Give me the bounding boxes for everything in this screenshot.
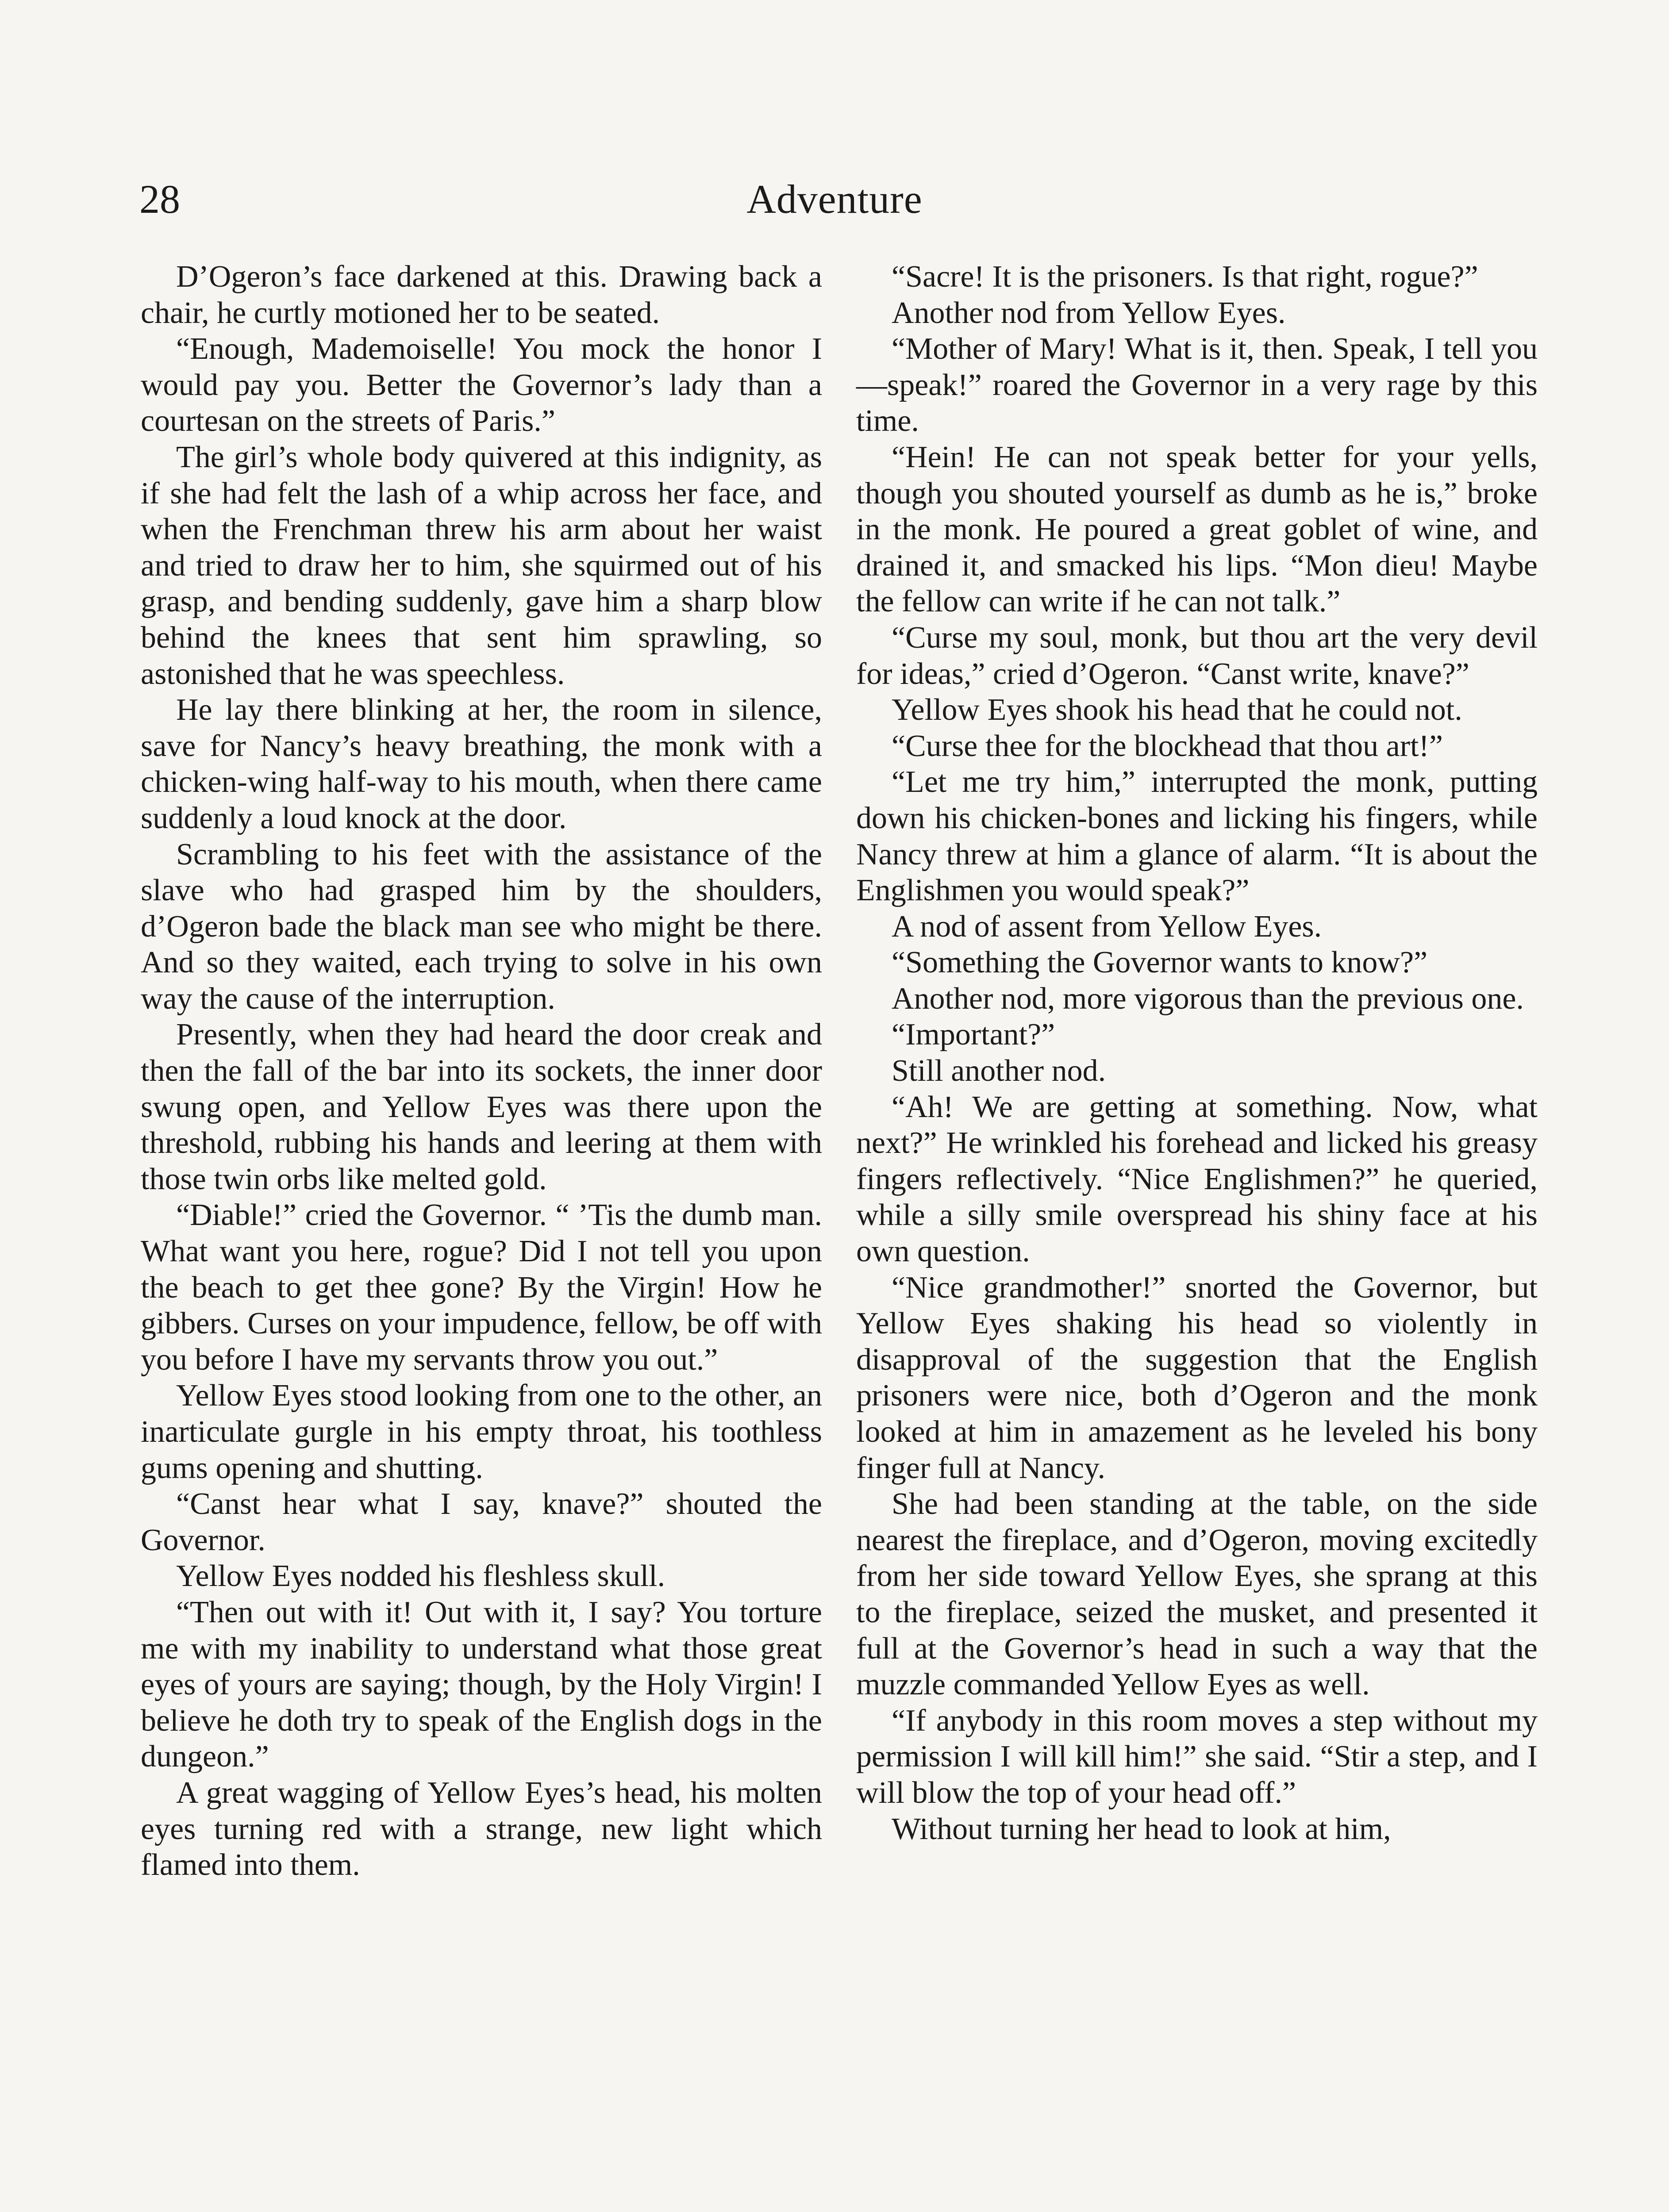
running-title: Adventure	[746, 177, 923, 222]
paragraph: “Canst hear what I say, knave?” shouted the Governor.	[141, 1487, 822, 1557]
paragraph: Another nod from Yellow Eyes.	[892, 296, 1286, 330]
paragraph: Yellow Eyes shook his head that he could not.	[892, 693, 1462, 727]
paragraph: “Sacre! It is the prisoners. Is that right, rogue?”	[892, 260, 1478, 294]
paragraph: “Then out with it! Out with it, I say? You torture me with my inability to understand what those great eyes of yours are saying; though, by the Holy Virgin! I believe he doth try to speak of the English dogs in the dungeon.”	[141, 1595, 822, 1774]
paragraph: Yellow Eyes stood looking from one to the other, an inarticulate gurgle in his empty throat, his toothless gums opening and shutting.	[141, 1379, 822, 1485]
paragraph: The girl’s whole body quivered at this indignity, as if she had felt the lash of a whip across her face, and when the Frenchman threw his arm about her waist and tried to draw her to him, she squirmed out of his grasp, and bending suddenly, gave him a sharp blow behind the knees that sent him sprawling, so astonished that he was speechless.	[141, 440, 822, 691]
paragraph: “Enough, Mademoiselle! You mock the honor I would pay you. Better the Governor’s lady than a courtesan on the streets of Paris.”	[141, 332, 822, 438]
paragraph: “Ah! We are getting at something. Now, what next?” He wrinkled his forehead and licked his greasy fingers reflectively. “Nice Englishmen?” he queried, while a silly smile overspread his shiny face at his own question.	[856, 1090, 1538, 1269]
paragraph: D’Ogeron’s face darkened at this. Drawing back a chair, he curtly motioned her to be seated.	[141, 260, 822, 330]
page-header	[0, 168, 1669, 230]
left-column	[141, 259, 822, 1883]
paragraph: Without turning her head to look at him,	[892, 1812, 1391, 1846]
paragraph: She had been standing at the table, on the side nearest the fireplace, and d’Ogeron, moving excitedly from her side toward Yellow Eyes, she sprang at this to the fireplace, seized the musket, and presented it full at the Governor’s head in such a way that the muzzle commanded Yellow Eyes as well.	[856, 1487, 1538, 1702]
paragraph: “Mother of Mary! What is it, then. Speak, I tell you—speak!” roared the Governor in a very rage by this time.	[856, 332, 1538, 438]
paragraph: A nod of assent from Yellow Eyes.	[892, 909, 1322, 944]
paragraph: “Something the Governor wants to know?”	[892, 945, 1428, 980]
paragraph: “Curse thee for the blockhead that thou art!”	[892, 729, 1443, 763]
paragraph: Another nod, more vigorous than the previous one.	[892, 981, 1524, 1016]
page-number: 28	[139, 177, 180, 222]
paragraph: “If anybody in this room moves a step without my permission I will kill him!” she said. “Stir a step, and I will blow the top of your head off.”	[856, 1703, 1538, 1810]
paragraph: “Curse my soul, monk, but thou art the very devil for ideas,” cried d’Ogeron. “Canst write, knave?”	[856, 620, 1538, 691]
paragraph: “Let me try him,” interrupted the monk, putting down his chicken-bones and licking his fingers, while Nancy threw at him a glance of alarm. “It is about the Englishmen you would speak?”	[856, 765, 1538, 908]
paragraph: Presently, when they had heard the door creak and then the fall of the bar into its sockets, the inner door swung open, and Yellow Eyes was there upon the threshold, rubbing his hands and leering at them with those twin orbs like melted gold.	[141, 1018, 822, 1196]
paragraph: A great wagging of Yellow Eyes’s head, his molten eyes turning red with a strange, new light which flamed into them.	[141, 1775, 822, 1882]
paragraph: Yellow Eyes nodded his fleshless skull.	[176, 1559, 665, 1594]
right-column	[856, 259, 1538, 1847]
paragraph: Still another nod.	[892, 1054, 1106, 1088]
paragraph: “Hein! He can not speak better for your yells, though you shouted yourself as dumb as he is,” broke in the monk. He poured a great goblet of wine, and drained it, and smacked his lips. “Mon dieu! Maybe the fellow can write if he can not talk.”	[856, 440, 1538, 619]
paragraph: “Important?”	[892, 1018, 1055, 1052]
paragraph: Scrambling to his feet with the assistance of the slave who had grasped him by the shoulders, d’Ogeron bade the black man see who might be there. And so they waited, each trying to solve in his own way the cause of the interruption.	[141, 837, 822, 1016]
paragraph: “Nice grandmother!” snorted the Governor, but Yellow Eyes shaking his head so violently in disapproval of the suggestion that the English prisoners were nice, both d’Ogeron and the monk looked at him in amazement as he leveled his bony finger full at Nancy.	[856, 1270, 1538, 1485]
paragraph: He lay there blinking at her, the room in silence, save for Nancy’s heavy breathing, the monk with a chicken-wing half-way to his mouth, when there came suddenly a loud knock at the door.	[141, 693, 822, 835]
paragraph: “Diable!” cried the Governor. “ ’Tis the dumb man. What want you here, rogue? Did I not tell you upon the beach to get thee gone? By the Virgin! How he gibbers. Curses on your impudence, fellow, be off with you before I have my servants throw you out.”	[141, 1198, 822, 1377]
